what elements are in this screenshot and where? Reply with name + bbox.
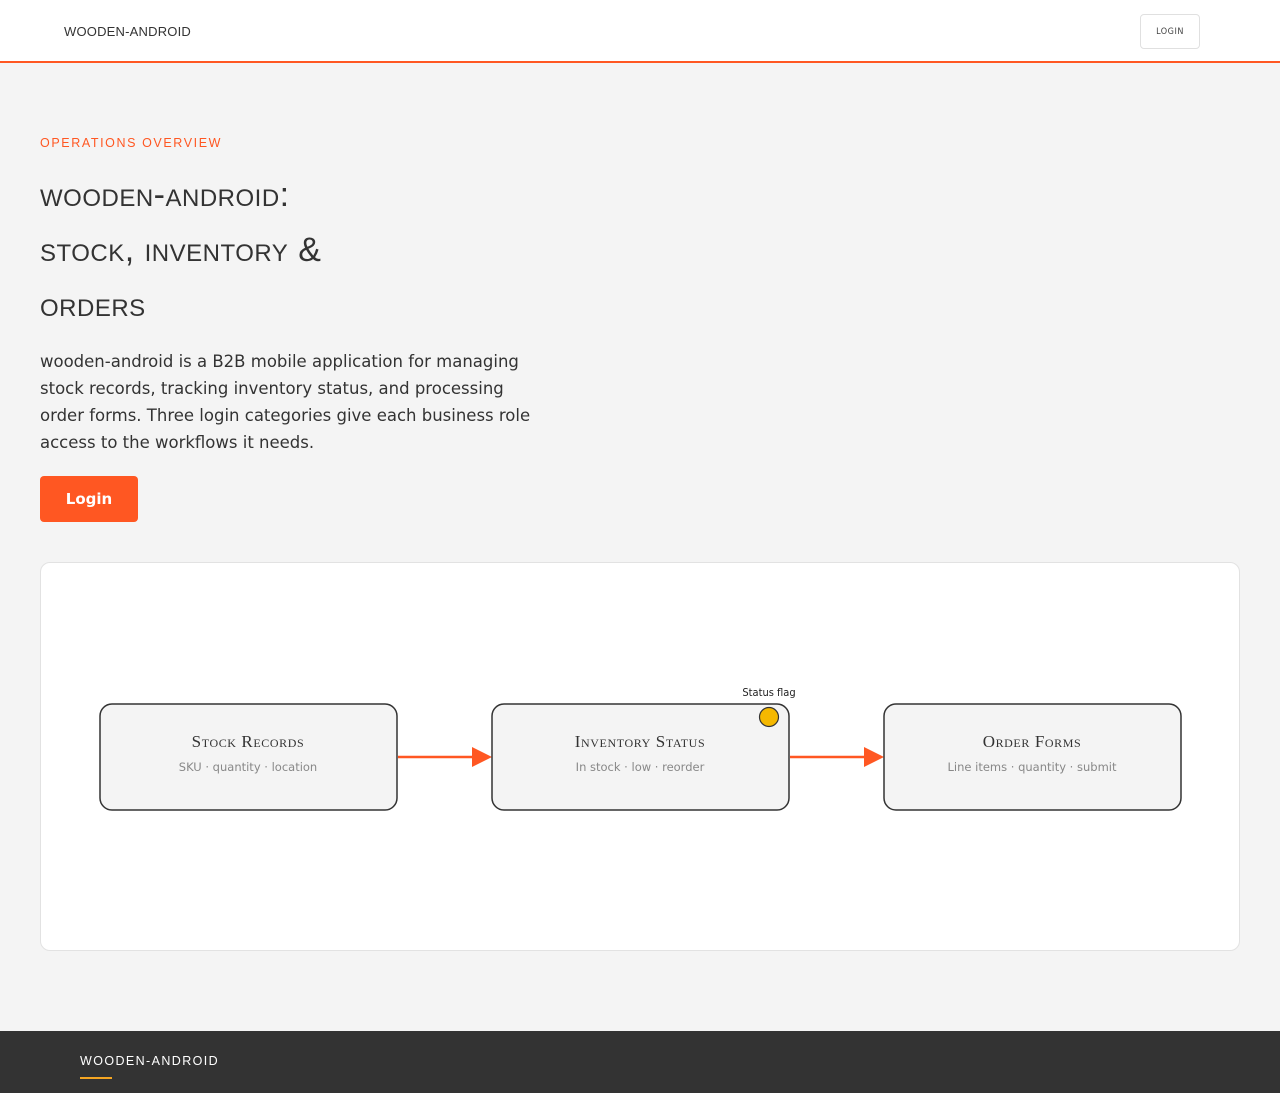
workflow-diagram-card: [40, 562, 1240, 951]
footer-brand[interactable]: WOODEN-ANDROID: [80, 1054, 220, 1068]
hero-description: wooden-android is a B2B mobile application for managing stock records, tracking inventory status, and processing order forms. Three login categories give each business role access to the workflows it needs.: [40, 352, 531, 452]
arrow-stock-to-inventory: [398, 747, 492, 767]
node-order-forms-subtitle: Line items · quantity · submit: [947, 760, 1117, 774]
node-order-forms-title: Order Forms: [982, 732, 1082, 751]
hero-title: [40, 168, 560, 333]
footer-accent-underline: [80, 1077, 112, 1079]
hero-eyebrow: OPERATIONS OVERVIEW: [40, 136, 223, 150]
node-order-forms[interactable]: [884, 704, 1181, 810]
login-nav-button[interactable]: LOGIN: [1140, 14, 1200, 49]
node-inventory-status-title: Inventory Status: [574, 732, 706, 751]
status-flag-label: Status flag: [742, 686, 796, 699]
node-inventory-status-subtitle: In stock · low · reorder: [575, 760, 705, 774]
hero-title-line-2: stock, inventory &: [40, 231, 322, 269]
arrow-inventory-to-orders: [790, 747, 884, 767]
status-flag-icon: [760, 708, 779, 727]
node-stock-records[interactable]: [100, 704, 397, 810]
brand-logo[interactable]: WOODEN-ANDROID: [64, 24, 192, 39]
node-inventory-status[interactable]: [492, 704, 789, 810]
login-cta-button[interactable]: Login: [40, 476, 138, 522]
node-stock-records-subtitle: SKU · quantity · location: [178, 760, 318, 774]
workflow-diagram: [41, 563, 1241, 952]
hero-title-line-3: orders: [40, 286, 146, 324]
hero-title-line-1: wooden-android:: [40, 176, 290, 214]
top-nav-bar: [0, 0, 1280, 63]
page-footer: [0, 1031, 1280, 1093]
node-stock-records-title: Stock Records: [191, 732, 305, 751]
